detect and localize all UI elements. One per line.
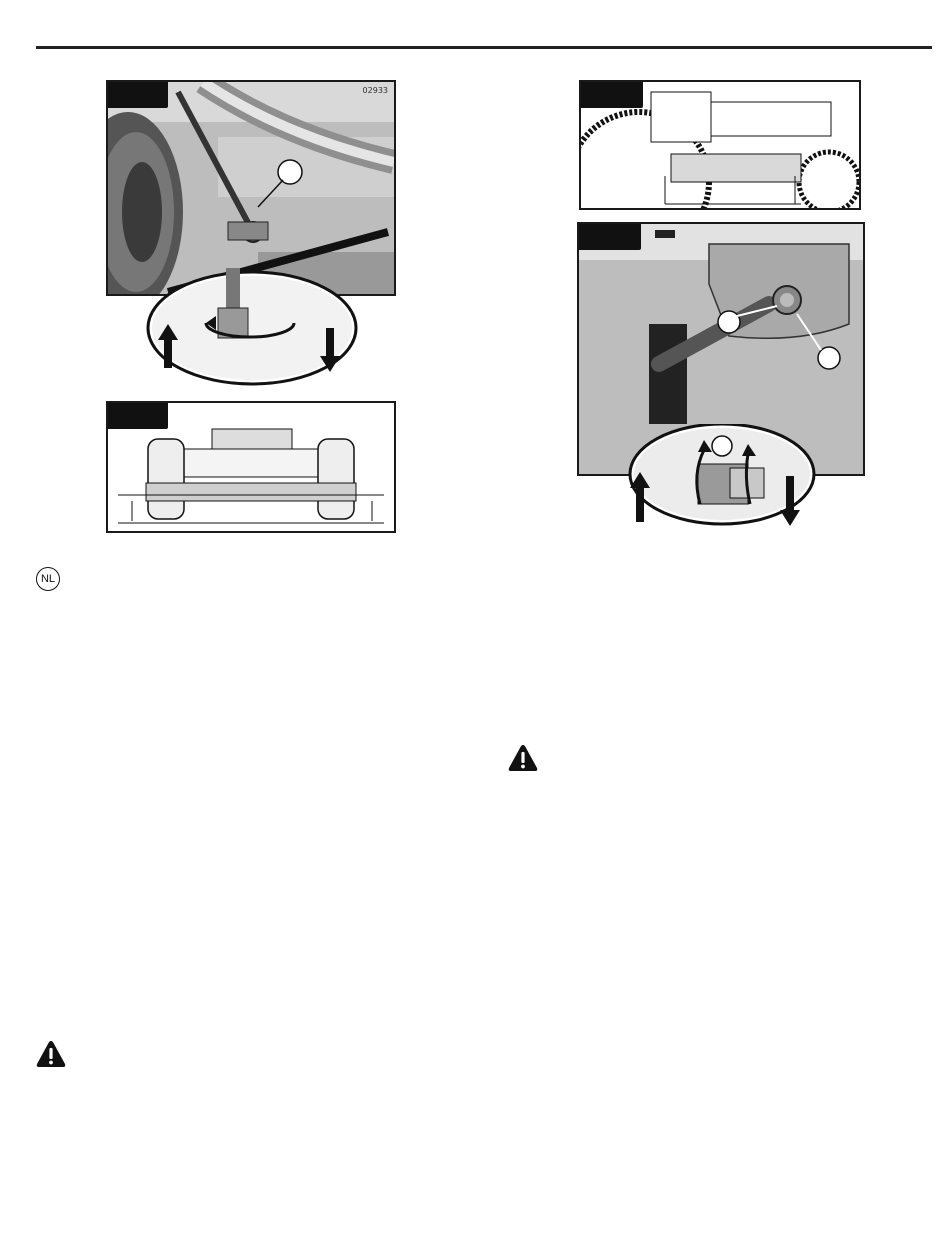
figure-lift-rod: [106, 80, 396, 296]
language-badge: NL: [36, 567, 60, 591]
figure-number-tab: [108, 403, 168, 429]
lift-rod-zoom-bubble: [106, 268, 392, 388]
bolt-zoom-bubble: [600, 424, 840, 534]
warning-triangle-icon: [508, 744, 538, 772]
figure-number-tab: [581, 82, 643, 108]
figure-code: 02933: [362, 86, 388, 95]
warning-triangle-icon: [36, 1040, 66, 1068]
figure-number-tab: [579, 224, 641, 250]
figure-deck-level-front: [106, 401, 396, 533]
figure-number-tab: [108, 82, 168, 108]
figure-deck-level-side: [579, 80, 861, 210]
header-rule: [36, 46, 932, 49]
lift-rod-illustration: [108, 82, 394, 294]
